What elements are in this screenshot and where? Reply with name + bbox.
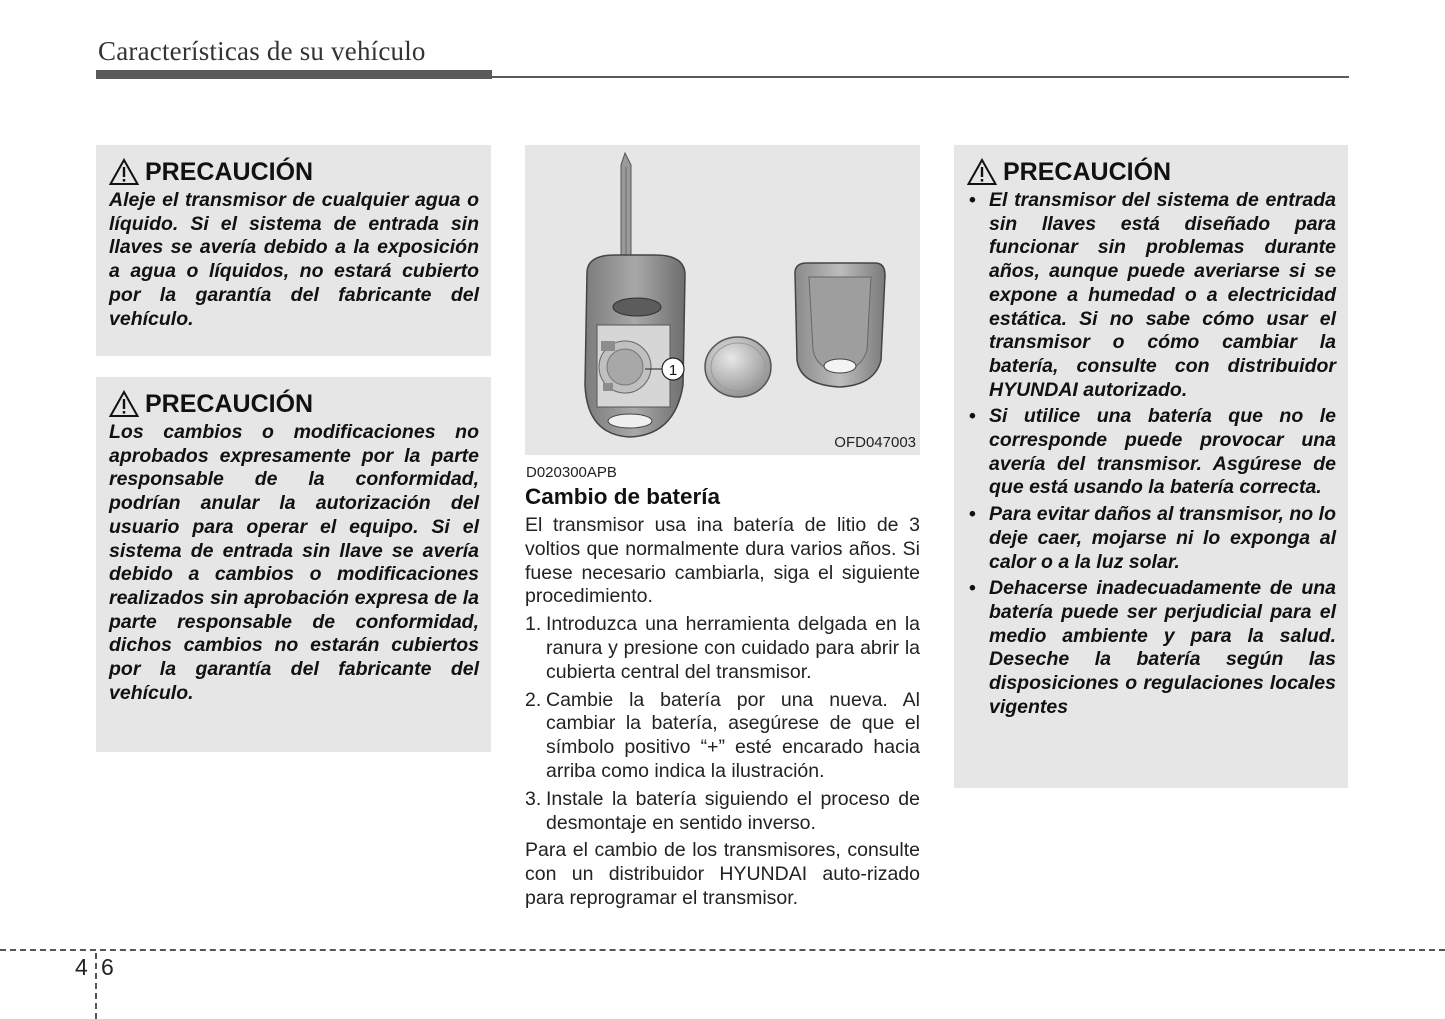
bullet-mark: • [969, 189, 976, 211]
warning-triangle-icon [109, 158, 139, 186]
section-code: D020300APB [526, 464, 617, 481]
section-outro: Para el cambio de los transmisores, consulte con un distribuidor HYUNDAI auto-rizado para reprogramar el transmisor. [525, 839, 920, 909]
caution-bullet-text: Dehacerse inadecuadamente de una batería puede ser perjudicial para el medio ambiente y para la salud. Deseche la batería según las disposiciones o regulaciones locales vigentes [989, 577, 1336, 718]
caution-bullet-item [967, 405, 1336, 500]
key-fob-illustration [525, 145, 920, 455]
step-text: Instale la batería siguiendo el proceso de desmontaje en sentido inverso. [546, 787, 920, 834]
caution-bullet-item [967, 503, 1336, 574]
battery-replacement-figure [525, 145, 920, 455]
caution-heading-text: PRECAUCIÓN [1003, 157, 1172, 186]
section-body [525, 514, 920, 911]
step-number: 1. [525, 613, 542, 636]
caution-heading-text: PRECAUCIÓN [145, 389, 314, 418]
caution-heading [109, 389, 479, 419]
caution-bullet-text: Si utilice una batería que no le corresponde puede provocar una avería del transmisor. Asgúrese de que está usando la batería correcta. [989, 405, 1336, 499]
page-number: 6 [101, 954, 114, 980]
figure-label: OFD047003 [834, 434, 916, 451]
step-number: 3. [525, 787, 542, 810]
caution-bullet-item [967, 189, 1336, 402]
step-item [525, 613, 920, 684]
section-intro: El transmisor usa ina batería de litio de 3 voltios que normalmente dura varios años. Si fuese necesario cambiarla, siga el siguiente procedimiento. [525, 514, 920, 608]
caution-bullet-list [967, 189, 1336, 719]
step-text: Introduzca una herramienta delgada en la ranura y presione con cuidado para abrir la cubierta central del transmisor. [546, 613, 920, 683]
step-number: 2. [525, 688, 542, 711]
caution-bullet-text: El transmisor del sistema de entrada sin llaves está diseñado para funcionar sin problemas durante años, aunque puede averiarse si se expone a humedad o a electricidad estática. Si no sabe cómo usar el transmisor o cómo cambiar la batería, consulte con distribuidor HYUNDAI autorizado. [989, 189, 1336, 401]
caution-body-text: Aleje el transmisor de cualquier agua o líquido. Si el sistema de entrada sin llaves se avería debido a la exposición a agua o líquidos, no estará cubierto por la garantía del fabricante del vehículo. [109, 189, 479, 330]
caution-box-water [96, 145, 491, 356]
warning-triangle-icon [109, 390, 139, 418]
bullet-mark: • [969, 405, 976, 428]
steps-list [525, 613, 920, 835]
header-rule-thin [492, 76, 1349, 78]
chapter-number: 4 [75, 954, 88, 980]
step-item [525, 689, 920, 784]
caution-heading [967, 157, 1336, 187]
section-heading: Cambio de batería [525, 484, 721, 509]
step-text: Cambie la batería por una nueva. Al cambiar la batería, asegúrese de que el símbolo positivo “+” esté encarado hacia arriba como indica la ilustración. [546, 688, 920, 782]
step-item [525, 788, 920, 836]
footer-dashed-rule [0, 949, 1445, 951]
caution-heading [109, 157, 479, 187]
header-rule-thick [96, 70, 492, 79]
caution-bullet-item [967, 577, 1336, 719]
bullet-mark: • [969, 503, 976, 526]
caution-heading-text: PRECAUCIÓN [145, 157, 314, 186]
page-header-title: Características de su vehículo [98, 36, 426, 66]
caution-box-modifications [96, 377, 491, 752]
bullet-mark: • [969, 577, 976, 600]
figure-callout-number: 1 [668, 362, 678, 379]
caution-box-transmitter [954, 145, 1348, 788]
caution-bullet-text: Para evitar daños al transmisor, no lo deje caer, mojarse ni lo exponga al calor o a la luz solar. [989, 503, 1336, 573]
warning-triangle-icon [967, 158, 997, 186]
caution-body-text: Los cambios o modificaciones no aprobados expresamente por la parte responsable de la conformidad, podrían anular la autorización del usuario para operar el equipo. Si el sistema de entrada sin llave se avería debido a cambios o modificaciones realizados sin aprobación expresa de la parte responsable de conformidad, dichos cambios no estarán cubiertos por la garantía del fabricante del vehículo. [109, 421, 479, 704]
footer-dashed-divider [95, 953, 97, 1019]
